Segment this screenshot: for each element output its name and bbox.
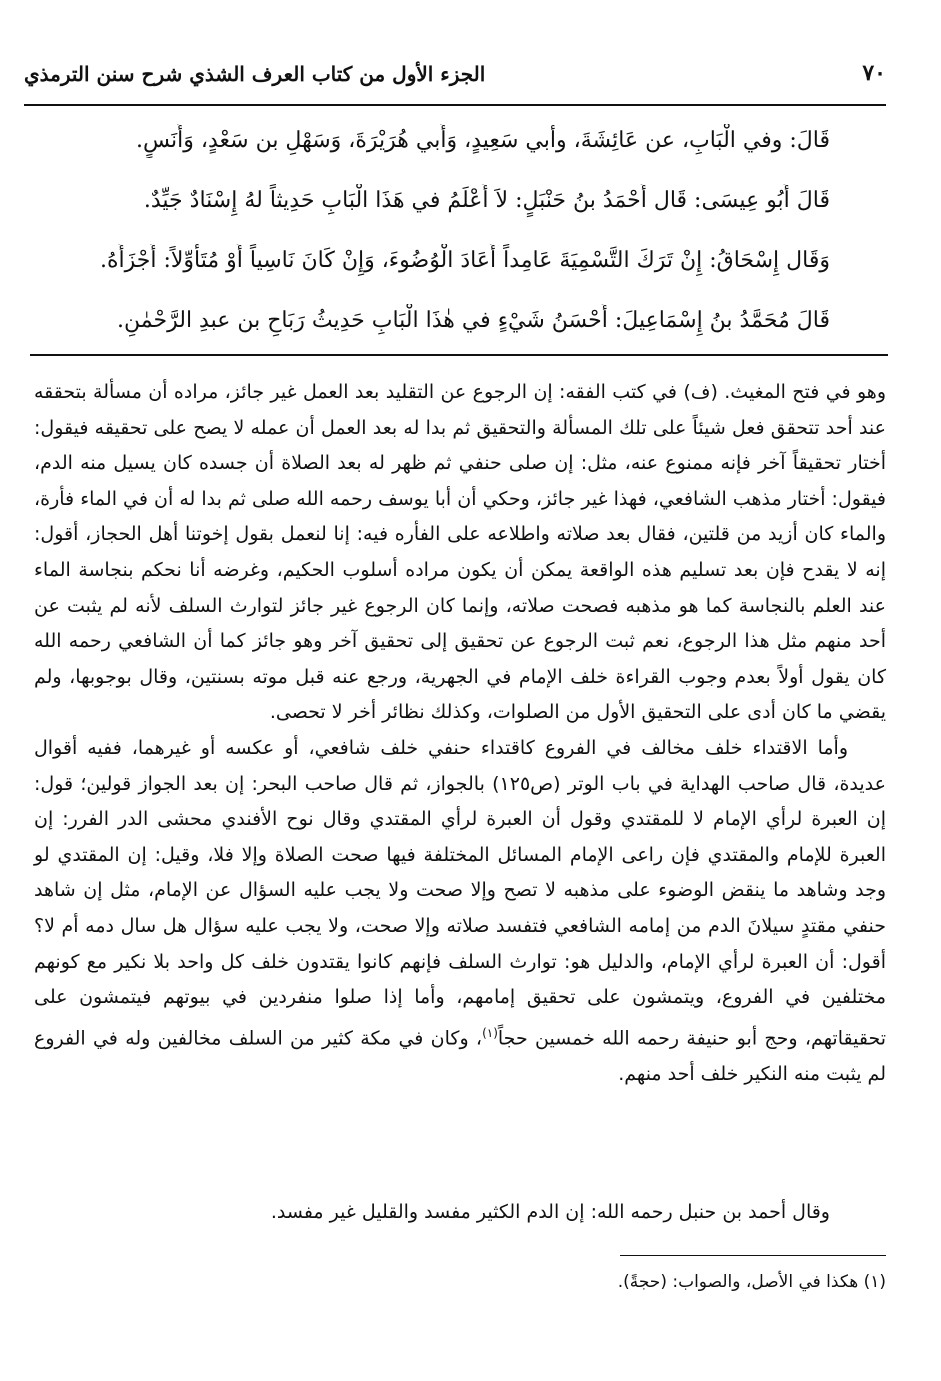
commentary-block: [34, 375, 886, 1092]
commentary-text: وأما الاقتداء خلف مخالف في الفروع كاقتداء حنفي خلف شافعي، أو عكسه أو غيرهما، ففيه أقوال عديدة، قال صاحب الهداية في باب الوتر (ص١٢٥) بالجواز، ثم قال صاحب البحر: إن بعد الجواز قولين؛ قول: إن العبرة لرأي الإمام لا للمقتدي وقول أن العبرة لرأي المقتدي وقال نوح الأفندي محشى الدر الفرر: إن العبرة للإمام والمقتدي فإن راعى الإمام المسائل المختلفة فيها صحت الصلاة وإلا فلا، وقيل: إن المقتدي لو وجد وشاهد ما ينقض الوضوء على مذهبه لا تصح وإلا صحت ولا يجب عليه السؤال عن الإمام، مثل إن شاهد حنفي مقتدٍ سيلانَ الدم من إمامه الشافعي فتفسد صلاته وإلا صحت، ولا يجب عليه سؤال هل سال دمه أم لا؟ أقول: أن العبرة لرأي الإمام، والدليل هو: توارث السلف فإنهم كانوا يقتدون خلف كل واحد بلا نكير مع كونهم مختلفين في الفروع، ويتمشون على تحقيق إمامهم، وأما إذا صلوا منفردين في بيوتهم فيتمشون على تحقيقاتهم، وحج أبو حنيفة رحمه الله خمسين حجاً: [34, 736, 886, 1050]
commentary-paragraph: وقال أحمد بن حنبل رحمه الله: إن الدم الكثير مفسد والقليل غير مفسد.: [270, 1201, 830, 1223]
hadith-line: قَالَ: وفي الْبَابِ، عن عَائِشَةَ، وأبي سَعِيدٍ، وَأَبي هُرَيْرَةَ، وَسَهْلِ بن سَعْدٍ، وَأَنَسٍ.: [135, 128, 830, 153]
footnote-marker: (١): [482, 1025, 498, 1040]
hadith-line: وَقَال إِسْحَاقُ: إِنْ تَرَكَ التَّسْمِيَةَ عَامِداً أَعَادَ الْوُضُوءَ، وَإِنْ كَانَ نَاسِياً أَوْ مُتَأَوِّلاً: أَجْزَأَهُ.: [99, 248, 830, 273]
hadith-line: قَالَ مُحَمَّدُ بنُ إِسْمَاعِيلَ: أَحْسَنُ شَيْءٍ في هٰذَا الْبَابِ حَدِيثُ رَبَاحِ بن عبدِ الرَّحْمٰنِ.: [117, 308, 830, 333]
page-number: ٧٠: [862, 60, 886, 86]
running-title: الجزء الأول من كتاب العرف الشذي شرح سنن الترمذي: [24, 62, 486, 86]
footnote-divider: [620, 1255, 886, 1256]
hadith-line: قَالَ أَبُو عِيسَى: قَال أَحْمَدُ بنُ حَنْبَلٍ: لاَ أَعْلَمُ في هَذَا الْبَابِ حَدِيثاً لهُ إِسْنَادٌ جَيِّدٌ.: [143, 188, 830, 213]
commentary-paragraph: [34, 731, 886, 1092]
commentary-text: ، وكان في مكة كثير من السلف مخالفين وله في الفروع لم يثبت منه النكير خلف أحد منهم.: [34, 1027, 886, 1085]
commentary-paragraph: وهو في فتح المغيث. (ف) في كتب الفقه: إن الرجوع عن التقليد بعد العمل غير جائز، مراده أن مسألة بتحققه عند أحد تتحقق فعل شيئاً على تلك المسألة والتحقيق ثم بدا له بعد العمل أن عمله لا يصح على تحقيقه فيقول: أختار تحقيقاً آخر فإنه ممنوع عنه، مثل: إن صلى حنفي ثم ظهر له بعد الصلاة أن جسده كان يسيل منه الدم، فيقول: أختار مذهب الشافعي، فهذا غير جائز، وحكي أن أبا يوسف رحمه الله صلى ثم بدا له أن في الماء فأرة، والماء كان أزيد من قلتين، فقال بعد صلاته واطلاعه على الفأره فيه: إنا لنعمل بقول إخوتنا أهل الحجاز، أقول: إنه لا يقدح فإن بعد تسليم هذه الواقعة يمكن أن يكون مراده أسلوب الحكيم، وغرضه أنا نحكم بنجاسة الماء عند العلم بالنجاسة كما هو مذهبه فصحت صلاته، وإنما كان الرجوع غير جائز لتوارث السلف لأنه لم يثبت عن أحد منهم مثل هذا الرجوع، نعم ثبت الرجوع عن تحقيق إلى تحقيق آخر وهو جائز كما أن الشافعي رحمه الله كان يقول أولاً بعدم وجوب القراءة خلف الإمام في الجهرية، ورجع عنه قبل موته بسنتين، وقال بوجوبها، ولم يقضي ما كان أدى على التحقيق الأول من الصلوات، وكذلك نظائر أخر لا تحصى.: [34, 381, 886, 724]
section-divider: [30, 354, 888, 356]
footnote: (١) هكذا في الأصل، والصواب: (حجةً).: [617, 1272, 886, 1292]
page-header: [24, 52, 886, 106]
